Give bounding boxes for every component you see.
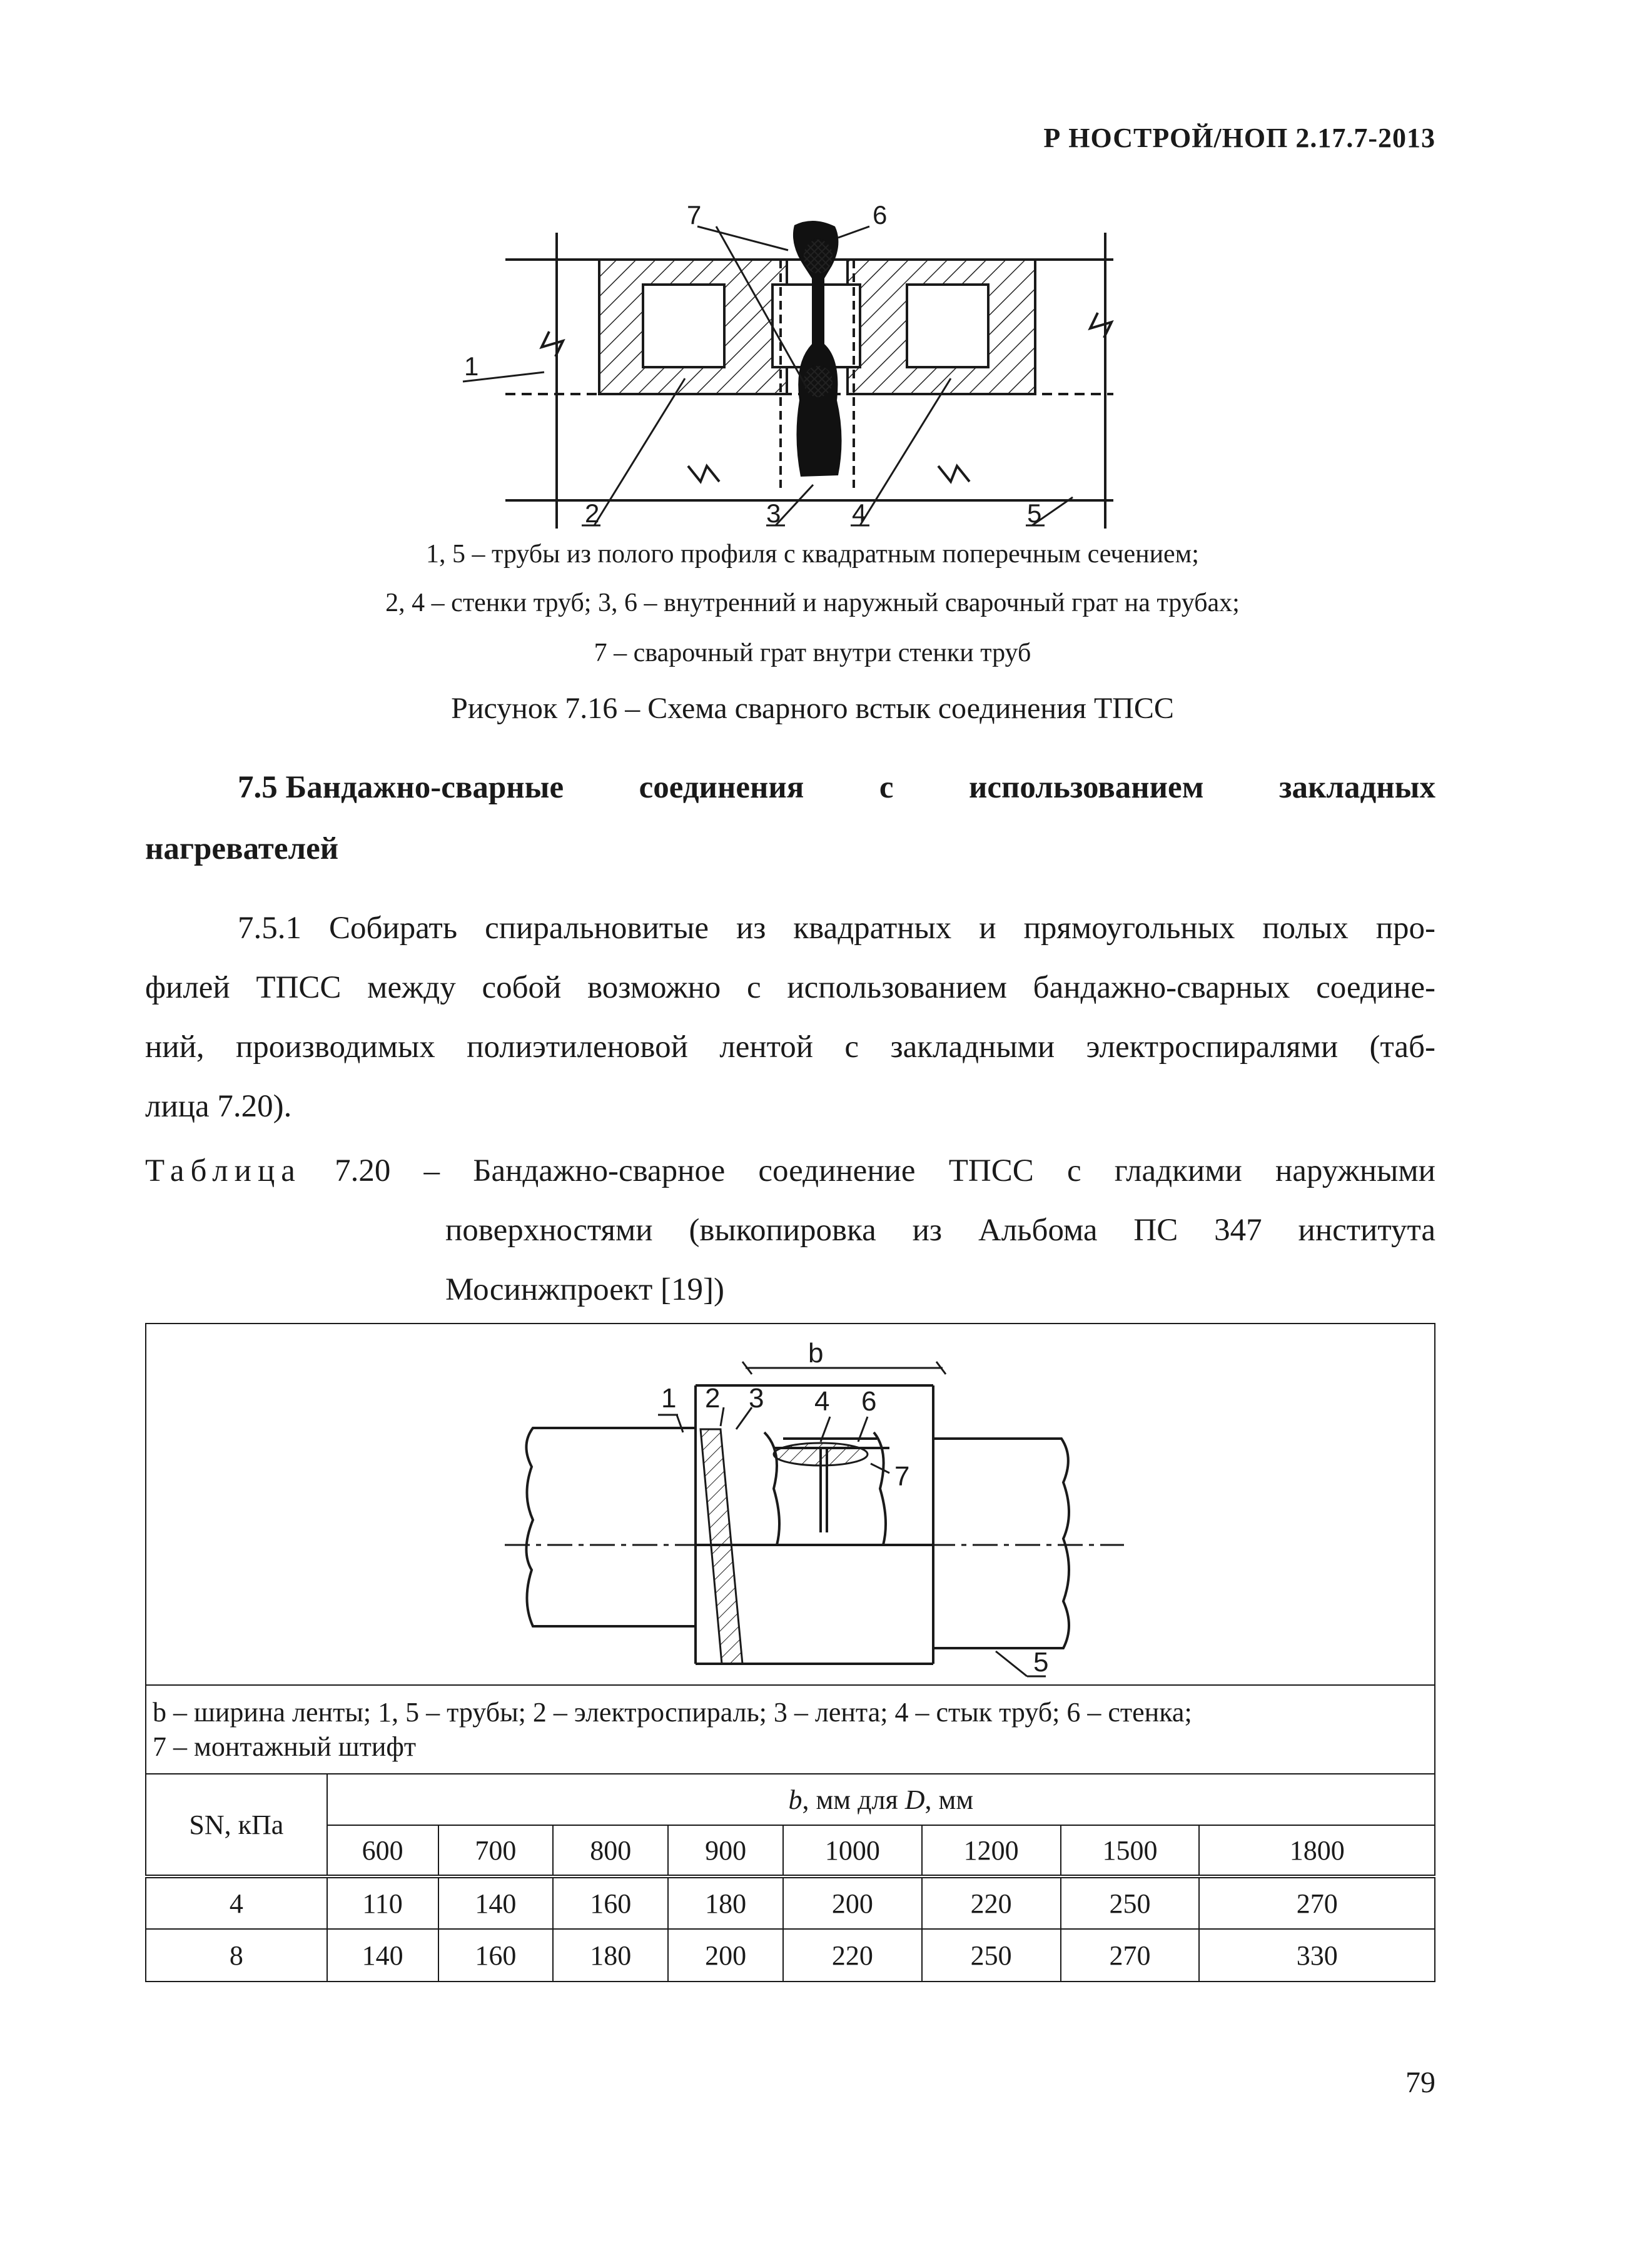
table-caption-word: поверхностями: [445, 1213, 653, 1248]
table-caption-word: 347: [1214, 1213, 1262, 1248]
table-legend-line-1: b – ширина ленты; 1, 5 – трубы; 2 – электроспираль; 3 – лента; 4 – стык труб; 6 – стенка;: [153, 1697, 1192, 1728]
table-caption-word: института: [1298, 1213, 1435, 1248]
table-figure-cell: [146, 1324, 1435, 1685]
table-callout-7: 7: [894, 1461, 910, 1492]
figure-legend-line-1: 1, 5 – трубы из полого профиля с квадратным поперечным сечением;: [426, 540, 1199, 569]
table-callout-6: 6: [861, 1386, 877, 1417]
section-heading-word: использованием: [969, 770, 1204, 805]
callout-6: 6: [873, 200, 888, 230]
table-callout-4: 4: [814, 1386, 830, 1417]
table-caption-label: Таблица: [145, 1153, 301, 1188]
table-callout-3: 3: [749, 1383, 764, 1414]
callout-5: 5: [1027, 499, 1042, 528]
group-header: b, мм для D, мм: [327, 1774, 1435, 1825]
diameter-header: 900: [668, 1825, 783, 1876]
dimension-b-label: b: [808, 1338, 824, 1369]
table-caption-word: Альбома: [978, 1213, 1098, 1248]
callout-3: 3: [766, 499, 781, 528]
callout-4: 4: [852, 499, 867, 528]
table-legend: [146, 1685, 1435, 1774]
page-number: 79: [1405, 2066, 1435, 2099]
table-caption-word: ТПСС: [948, 1153, 1034, 1188]
table-callout-1: 1: [661, 1383, 677, 1414]
diameter-header: 600: [327, 1825, 438, 1876]
table-cell: 180: [553, 1929, 668, 1982]
table-caption-word: ПС: [1133, 1213, 1178, 1248]
diameter-header: 1500: [1061, 1825, 1200, 1876]
section-heading-word: соединения: [639, 770, 804, 805]
section-heading-word: с: [879, 770, 894, 805]
section-heading-word: 7.5 Бандажно-сварные: [238, 770, 564, 805]
figure-7-16-diagram: [464, 200, 1138, 544]
diameter-header: 1200: [922, 1825, 1061, 1876]
table-cell: 250: [922, 1929, 1061, 1982]
table-cell: 220: [922, 1876, 1061, 1929]
table-caption-word: 7.20: [335, 1153, 391, 1188]
table-caption-line-2: [445, 1212, 1435, 1248]
figure-legend-line-2: 2, 4 – стенки труб; 3, 6 – внутренний и наружный сварочный грат на трубах;: [385, 589, 1240, 617]
section-heading: [238, 769, 1435, 806]
table-cell: 270: [1061, 1929, 1200, 1982]
sn-cell: 8: [146, 1929, 327, 1982]
table-caption-word: Бандажно-сварное: [473, 1153, 726, 1188]
table-caption-word: наружными: [1275, 1153, 1435, 1188]
figure-legend-line-3: 7 – сварочный грат внутри стенки труб: [594, 639, 1031, 667]
callout-2: 2: [585, 499, 600, 528]
table-caption-line-3: Мосинжпроект [19]): [445, 1272, 724, 1307]
sn-cell: 4: [146, 1876, 327, 1929]
paragraph-line: ний, производимых полиэтиленовой лентой с закладными электроспиралями (таб-: [145, 1030, 1435, 1065]
table-legend-line-2: 7 – монтажный штифт: [153, 1731, 417, 1762]
table-caption-line-1: [145, 1153, 1435, 1189]
table-cell: 180: [668, 1876, 783, 1929]
table-cell: 250: [1061, 1876, 1200, 1929]
table-cell: 160: [553, 1876, 668, 1929]
table-caption-word: с: [1066, 1153, 1081, 1188]
table-callout-5: 5: [1033, 1647, 1049, 1678]
table-cell: 200: [668, 1929, 783, 1982]
table-cell: 140: [438, 1876, 554, 1929]
table-caption-word: из: [912, 1213, 943, 1248]
table-7-20: [145, 1323, 1435, 1982]
table-cell: 220: [783, 1929, 922, 1982]
table-cell: 140: [327, 1929, 438, 1982]
table-cell: 270: [1199, 1876, 1435, 1929]
table-cell: 330: [1199, 1929, 1435, 1982]
table-cell: 200: [783, 1876, 922, 1929]
table-caption-word: гладкими: [1114, 1153, 1242, 1188]
table-row: [146, 1929, 1435, 1982]
table-caption-word: (выкопировка: [689, 1213, 876, 1248]
diameter-header: 700: [438, 1825, 554, 1876]
callout-1: 1: [464, 352, 479, 381]
table-callout-2: 2: [705, 1383, 721, 1414]
table-caption-word: соединение: [758, 1153, 916, 1188]
table-cell: 160: [438, 1929, 554, 1982]
diameter-header: 800: [553, 1825, 668, 1876]
paragraph-line: 7.5.1 Собирать спиральновитые из квадратных и прямоугольных полых про-: [238, 911, 1435, 946]
callout-7: 7: [687, 200, 702, 230]
table-row: [146, 1876, 1435, 1929]
bandage-joint-diagram: [146, 1324, 1434, 1678]
diameter-header: 1000: [783, 1825, 922, 1876]
section-heading-word: закладных: [1278, 770, 1435, 805]
figure-title: Рисунок 7.16 – Схема сварного встык соединения ТПСС: [451, 692, 1174, 725]
diameter-header: 1800: [1199, 1825, 1435, 1876]
document-header: Р НОСТРОЙ/НОП 2.17.7-2013: [1043, 123, 1435, 153]
paragraph-line: филей ТПСС между собой возможно с использованием бандажно-сварных соедине-: [145, 970, 1435, 1005]
table-caption-word: –: [423, 1153, 440, 1188]
paragraph-line: лица 7.20).: [145, 1089, 292, 1124]
section-heading-line-2: нагревателей: [145, 831, 339, 866]
table-cell: 110: [327, 1876, 438, 1929]
row-header-sn: SN, кПа: [146, 1774, 327, 1876]
